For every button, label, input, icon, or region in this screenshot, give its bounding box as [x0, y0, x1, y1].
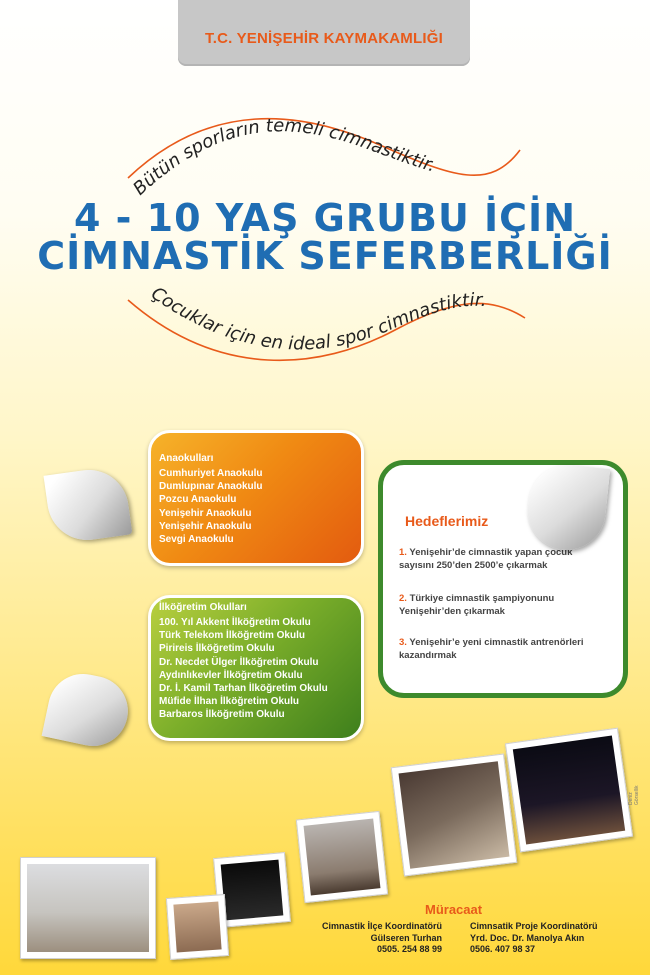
project-coordinator-contact [470, 921, 650, 956]
contact-phone: 0506. 407 98 37 [470, 944, 536, 954]
goal-item [399, 637, 585, 662]
kindergarten-list [159, 467, 263, 546]
goal-number: 2. [399, 593, 407, 604]
list-item: Yenişehir Anaokulu [159, 507, 252, 519]
kindergarten-panel [148, 430, 364, 566]
district-coordinator-contact [290, 921, 442, 956]
main-title-line2: CİMNASTİK SEFERBERLİĞİ [37, 234, 613, 278]
gymnastics-photo [505, 728, 633, 853]
training-hall-image [27, 864, 149, 952]
header-title: T.C. YENİŞEHİR KAYMAKAMLIĞI [205, 30, 443, 47]
goal-text: Türkiye cimnastik şampiyonunu Yenişehir’den çıkarmak [399, 593, 555, 617]
application-title: Müracaat [425, 902, 483, 917]
goal-text: Yenişehir’e yeni cimnastik antrenörleri kazandırmak [399, 637, 584, 661]
contact-role: Cimnastik İlçe Koordinatörü [321, 921, 442, 931]
page-curl-decoration [44, 465, 133, 545]
stage-leap-image [221, 860, 284, 921]
contact-name: Gülseren Turhan [370, 932, 442, 943]
goal-number: 1. [399, 547, 407, 558]
list-item: Aydınlıkevler İlköğretim Okulu [159, 669, 303, 681]
slogan-bottom: Çocuklar için en ideal spor cimnastiktir. [147, 282, 488, 355]
list-item: Müfide İlhan İlköğretim Okulu [159, 696, 300, 708]
list-item: 100. Yıl Akkent İlköğretim Okulu [159, 617, 311, 628]
list-item: Dr. Necdet Ülger İlköğretim Okulu [159, 656, 319, 668]
list-item: Pirireis İlköğretim Okulu [159, 643, 275, 655]
gymnastics-photo [296, 811, 388, 903]
primary-school-panel [148, 595, 364, 741]
list-item: Pozcu Anaokulu [159, 494, 237, 506]
list-item: Yenişehir Anaokulu [159, 520, 252, 532]
page-curl-decoration [42, 667, 135, 752]
stage-dancers-image [513, 736, 625, 845]
contact-role: Cimnsatik Proje Koordinatörü [470, 921, 598, 931]
list-item: Sevgi Anaokulu [159, 534, 234, 546]
main-title-line1: 4 - 10 YAŞ GRUBU İÇİN [74, 196, 576, 240]
goal-number: 3. [399, 637, 407, 648]
gymnastics-photo [391, 753, 518, 876]
list-item: Türk Telekom İlköğretim Okulu [159, 630, 305, 642]
header-tab [178, 0, 470, 66]
list-item: Dr. İ. Kamil Tarhan İlköğretim Okulu [159, 683, 328, 695]
list-item: Dumlupınar Anaokulu [159, 481, 263, 493]
photo-credit: Deniz Görsellik [628, 785, 640, 805]
primary-school-list [159, 616, 328, 722]
slogan-top: Bütün sporların temeli cimnastiktir. [129, 115, 438, 200]
list-item: Cumhuriyet Anaokulu [159, 468, 263, 479]
gymnastics-photo [166, 894, 229, 960]
floor-routine-image [304, 819, 381, 896]
contact-name: Yrd. Doc. Dr. Manolya Akın [470, 932, 585, 943]
goal-text: Yenişehir’de cimnastik yapan çocuk sayısını 250’den 2500’e çıkarmak [399, 547, 573, 571]
goal-item [399, 547, 585, 572]
list-item: Barbaros İlköğretim Okulu [159, 709, 285, 721]
contact-phone: 0505. 254 88 99 [376, 944, 442, 954]
primary-school-heading: İlköğretim Okulları [159, 602, 247, 613]
balance-beam-image [399, 761, 510, 868]
kindergarten-heading: Anaokulları [159, 453, 214, 464]
gymnastics-photo [20, 857, 156, 959]
goal-item [399, 593, 585, 618]
young-gymnast-image [173, 901, 221, 952]
goals-title: Hedeflerimiz [405, 513, 489, 529]
